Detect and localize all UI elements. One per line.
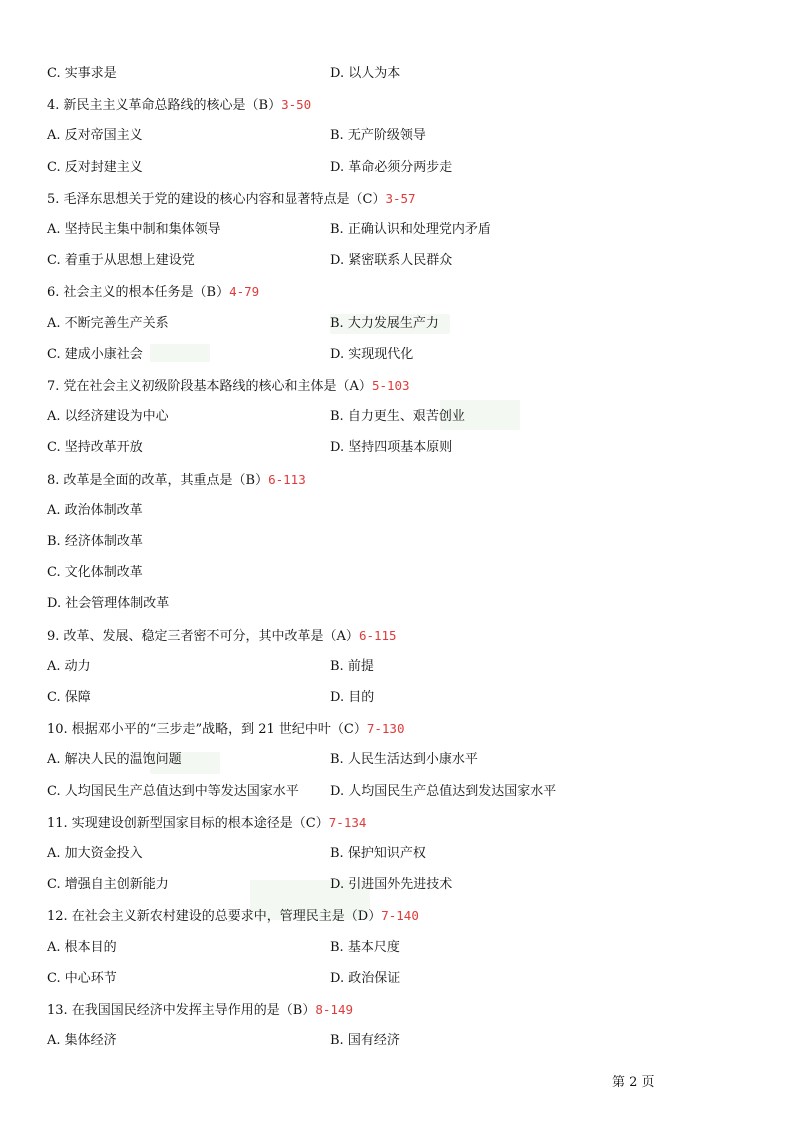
option-left: A. 以经济建设为中心: [47, 409, 169, 425]
question-text: 7. 党在社会主义初级阶段基本路线的核心和主体是（A）: [47, 379, 372, 394]
reference-code: 3-50: [281, 97, 312, 113]
option-right: B. 正确认识和处理党内矛盾: [330, 222, 491, 237]
option-left: C. 坚持改革开放: [47, 440, 143, 456]
question-stem: [47, 1002, 353, 1019]
question-text: 5. 毛泽东思想关于党的建设的核心内容和显著特点是（C）: [47, 191, 386, 207]
option-right: D. 紧密联系人民群众: [330, 253, 453, 269]
question-text: 6. 社会主义的根本任务是（B）: [47, 285, 230, 301]
question-stem: [47, 815, 366, 832]
question-stem: [47, 908, 419, 925]
reference-code: 8-149: [315, 1002, 354, 1017]
option-left: C. 建成小康社会: [47, 346, 143, 362]
option-right: B. 大力发展生产力: [330, 315, 439, 331]
option-left: A. 解决人民的温饱问题: [47, 752, 182, 768]
option-left: C. 着重于从思想上建设党: [47, 253, 195, 269]
option-left: A. 反对帝国主义: [47, 128, 143, 144]
option-left: A. 集体经济: [47, 1033, 117, 1049]
reference-code: 3-57: [385, 190, 416, 206]
question-stem: [47, 628, 397, 645]
option-right: B. 前提: [330, 658, 374, 674]
option-left: C. 增强自主创新能力: [47, 877, 169, 893]
option-left: A. 坚持民主集中制和集体领导: [47, 222, 221, 237]
option-right: D. 目的: [330, 690, 375, 705]
reference-code: 6-115: [358, 627, 397, 643]
option-left: A. 加大资金投入: [47, 846, 143, 861]
question-text: 12. 在社会主义新农村建设的总要求中，管理民主是（D）: [47, 909, 382, 925]
option-single: [47, 596, 169, 612]
option-right: B. 国有经济: [330, 1033, 400, 1049]
option-left: C. 人均国民生产总值达到中等发达国家水平: [47, 783, 299, 799]
option-right: B. 保护知识产权: [330, 846, 426, 861]
option-right: B. 无产阶级领导: [330, 128, 426, 144]
question-text: 8. 改革是全面的改革，其重点是（B）: [47, 472, 269, 488]
reference-code: 7-140: [381, 908, 419, 924]
option-left: A. 根本目的: [47, 939, 117, 955]
option-right: D. 革命必须分两步走: [330, 159, 453, 175]
option-right: B. 自力更生、艰苦创业: [330, 409, 465, 425]
option-right: D. 政治保证: [330, 970, 401, 986]
option-left: C. 中心环节: [47, 970, 117, 986]
option-right: D. 实现现代化: [330, 346, 414, 362]
question-stem: [47, 191, 416, 208]
question-text: 10. 根据邓小平的“三步走”战略，到 21 世纪中叶（C）: [47, 722, 367, 738]
option-right: D. 人均国民生产总值达到发达国家水平: [330, 783, 557, 799]
question-text: 4. 新民主主义革命总路线的核心是（B）: [47, 98, 282, 114]
question-stem: [47, 472, 306, 489]
option-text: A. 政治体制改革: [47, 502, 143, 518]
option-single: [47, 503, 143, 519]
option-single: [47, 565, 143, 581]
reference-code: 7-130: [366, 721, 405, 737]
option-left: C. 反对封建主义: [47, 159, 143, 175]
option-right: B. 基本尺度: [330, 939, 400, 955]
option-text: C. 文化体制改革: [47, 565, 143, 581]
reference-code: 5-103: [371, 378, 410, 393]
option-right: B. 人民生活达到小康水平: [330, 752, 478, 768]
option-single: [47, 534, 143, 550]
reference-code: 6-113: [268, 471, 306, 487]
option-text: D. 社会管理体制改革: [47, 596, 170, 612]
question-stem: [47, 284, 259, 301]
question-text: 9. 改革、发展、稳定三者密不可分，其中改革是（A）: [47, 628, 359, 644]
option-left: C. 保障: [47, 690, 91, 705]
question-stem: [47, 721, 405, 738]
question-stem: [47, 378, 410, 395]
option-right: D. 引进国外先进技术: [330, 877, 453, 893]
question-stem: [47, 97, 311, 114]
option-left: A. 不断完善生产关系: [47, 315, 169, 331]
option-right: D. 坚持四项基本原则: [330, 440, 453, 456]
option-left: A. 动力: [47, 658, 91, 674]
question-text: 11. 实现建设创新型国家目标的根本途径是（C）: [47, 815, 329, 831]
option-left: C. 实事求是: [47, 66, 117, 81]
option-text: B. 经济体制改革: [47, 534, 143, 549]
page-number: 第 2 页: [612, 1075, 655, 1090]
option-right: D. 以人为本: [330, 66, 401, 81]
watermark-shape: [150, 344, 210, 362]
reference-code: 4-79: [229, 284, 260, 300]
reference-code: 7-134: [328, 814, 367, 830]
question-text: 13. 在我国国民经济中发挥主导作用的是（B）: [47, 1003, 316, 1018]
